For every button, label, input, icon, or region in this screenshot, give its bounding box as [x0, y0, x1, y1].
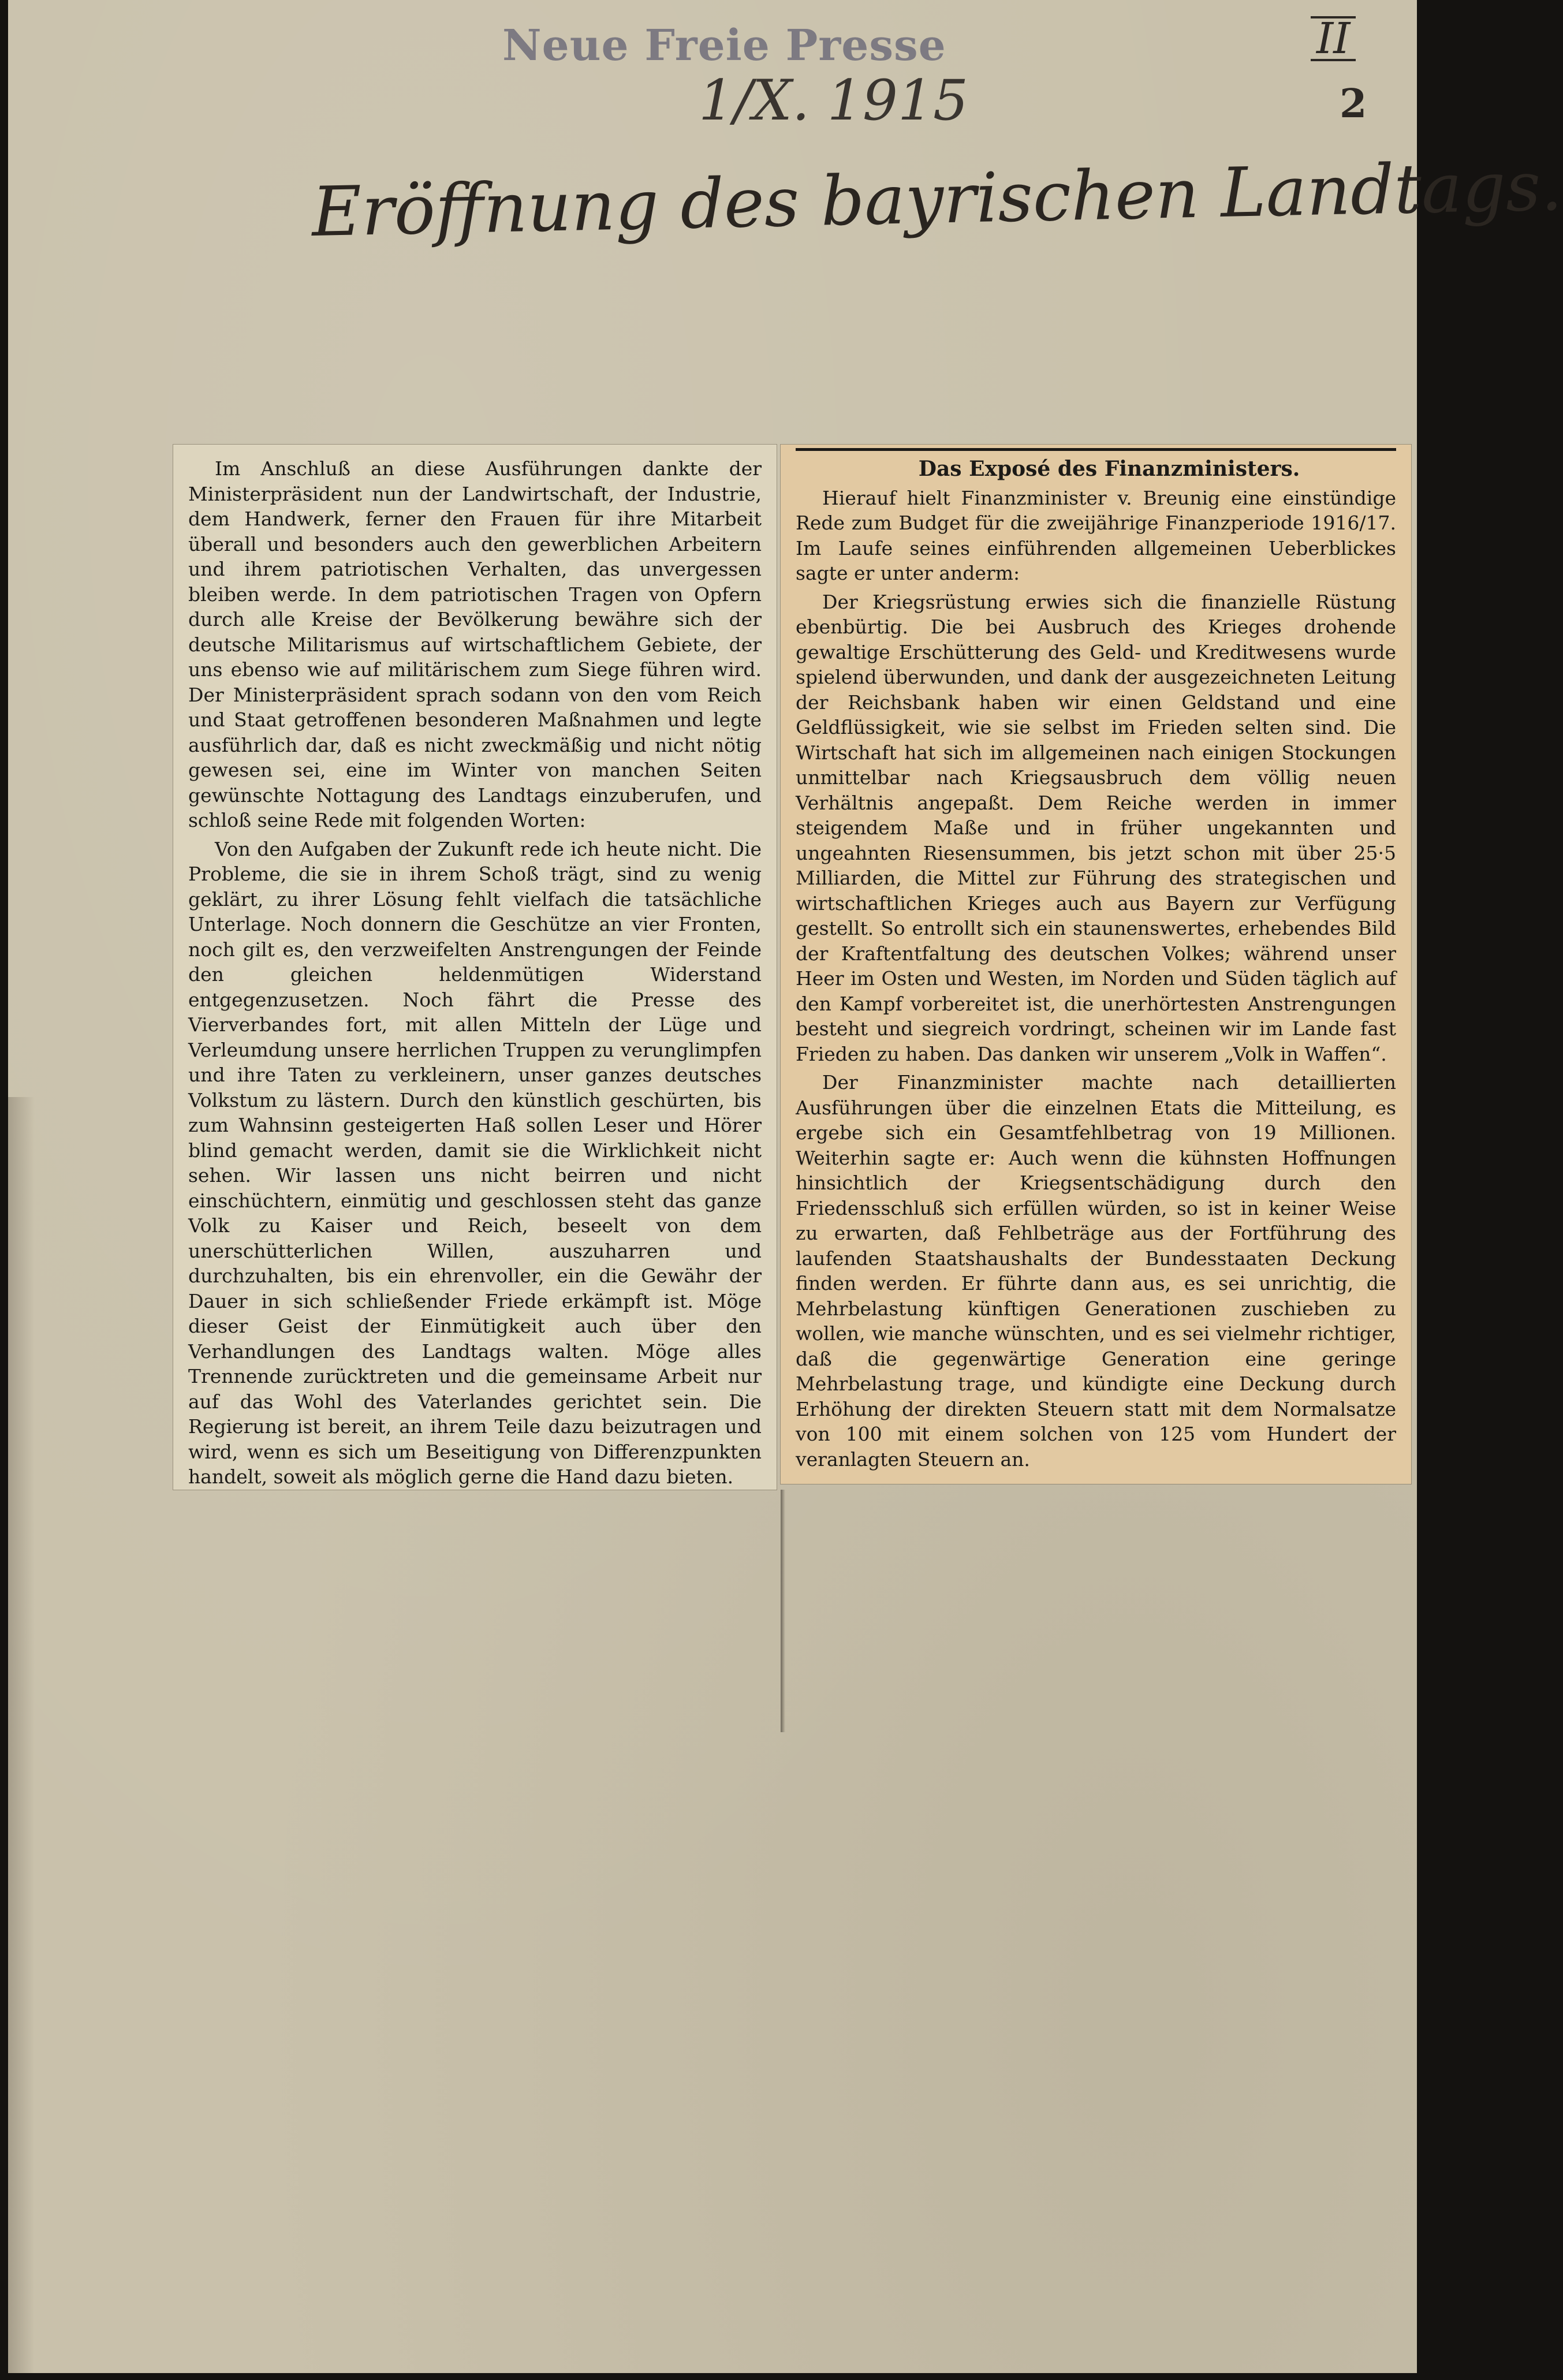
handwritten-title: Eröffnung des bayrischen Landtags. [311, 146, 1563, 252]
right-clipping [781, 445, 1411, 1484]
left-paragraph-1: Im Anschluß an diese Ausführungen dankte der Ministerpräsident nun der Landwirtschaft, der Industrie, dem Handwerk, ferner den Frauen für ihre Mitarbeit überall und besonders auch den gewerblichen Arbeitern und ihrem patriotischen Verhalten, das unvergessen bleiben werde. In dem patriotischen Tragen von Opfern durch alle Kreise der Bevölkerung bewähre sich der deutsche Militarismus auf wirtschaftlichem Gebiete, der uns ebenso wie auf militärischem zum Siege führen wird. Der Ministerpräsident sprach sodann von den vom Reich und Staat getroffenen besonderen Maßnahmen und legte ausführlich dar, daß es nicht zweckmäßig und nicht nötig gewesen sei, eine im Winter von manchen Seiten gewünschte Nottagung des Landtags einzuberufen, und schloß seine Rede mit folgenden Worten: [188, 457, 762, 831]
handwritten-date: 1/X. 1915 [699, 68, 969, 133]
clipping-edge-shadow [781, 1490, 785, 1732]
right-paragraph-1: Hierauf hielt Finanzminister v. Breunig eine einstündige Rede zum Budget für die zweijährige Finanzperiode 1916/17. Im Laufe seines einführenden allgemeinen Ueberblickes sagte er unter anderm: [796, 486, 1396, 584]
right-paragraph-3: Der Finanzminister machte nach detaillierten Ausführungen über die einzelnen Etats die Mitteilung, es ergebe sich ein Gesamtfehlbetrag von 19 Millionen. Weiterhin sagte er: Auch wenn die kühnsten Hoffnungen hinsichtlich der Kriegsentschädigung durch den Friedensschluß sich erfüllen würden, so ist in keiner Weise zu erwarten, daß Fehlbeträge aus der Fortführung des laufenden Staatshaushalts der Bundesstaaten Deckung finden werden. Er führte dann aus, es sei unrichtig, die Mehrbelastung künftigen Generationen zuschieben zu wollen, wie manche wünschten, und es sei vielmehr richtiger, daß die gegenwärtige Generation eine geringe Mehrbelastung trage, und kündigte eine Deckung durch Erhöhung der direkten Steuern statt mit dem Normalsatze von 100 mit einem solchen von 125 vom Hundert der veranlagten Steuern an. [796, 1071, 1396, 1471]
left-clipping [173, 445, 777, 1490]
roman-numeral-marker: II [1311, 16, 1356, 61]
right-paragraph-2: Der Kriegsrüstung erwies sich die finanzielle Rüstung ebenbürtig. Die bei Ausbruch des Krieges drohende gewaltige Erschütterung des Geld- und Kreditwesens wurde spielend überwunden, und dank der ausgezeichneten Leitung der Reichsbank haben wir einen Geldstand und eine Geldflüssigkeit, wie sie selbst im Frieden selten sind. Die Wirtschaft hat sich im allgemeinen nach einigen Stockungen unmittelbar nach Kriegsausbruch dem völlig neuen Verhältnis angepaßt. Dem Reiche werden in immer steigendem Maße und in früher ungekannten und ungeahnten Riesensummen, bis jetzt schon mit über 25·5 Milliarden, die Mittel zur Führung des strategischen und wirtschaftlichen Krieges auch aus Bayern zur Verfügung gestellt. So entrollt sich ein staunenswertes, erhebendes Bild der Kraftentfaltung des deutschen Volkes; während unser Heer im Osten und Westen, im Norden und Süden täglich auf den Kampf vorbereitet ist, die unerhörtesten Anstrengungen besteht und siegreich vordringt, scheinen wir im Lande fast Frieden zu haben. Das danken wir unserem „Volk in Waffen“. [796, 590, 1396, 1065]
clipping-top-rule [796, 448, 1396, 451]
left-paragraph-2: Von den Aufgaben der Zukunft rede ich heute nicht. Die Probleme, die sie in ihrem Schoß trägt, sind zu wenig geklärt, zu ihrer Lösung fehlt vielfach die tatsächliche Unterlage. Noch donnern die Geschütze an vier Fronten, noch gilt es, den verzweifelten Anstrengungen der Feinde den gleichen heldenmütigen Widerstand entgegenzusetzen. Noch fährt die Presse des Vierverbandes fort, mit allen Mitteln der Lüge und Verleumdung unsere herrlichen Truppen zu verunglimpfen und ihre Taten zu verkleinern, unser ganzes deutsches Volkstum zu lästern. Durch den künstlich geschürten, bis zum Wahnsinn gesteigerten Haß sollen Leser und Hörer blind gemacht werden, damit sie die Wirklichkeit nicht sehen. Wir lassen uns nicht beirren und nicht einschüchtern, einmütig und geschlossen steht das ganze Volk zu Kaiser und Reich, beseelt von dem unerschütterlichen Willen, auszuharren und durchzuhalten, bis ein ehrenvoller, ein die Gewähr der Dauer in sich schließender Friede erkämpft ist. Möge dieser Geist der Einmütigkeit auch über den Verhandlungen des Landtags walten. Möge alles Trennende zurücktreten und die gemeinsame Arbeit nur auf das Wohl des Vaterlandes gerichtet sein. Die Regierung ist bereit, an ihrem Teile dazu beizutragen und wird, wenn es sich um Beseitigung von Differenzpunkten handelt, soweit als möglich gerne die Hand dazu bieten. [188, 837, 762, 1488]
page-number: 2 [1340, 81, 1367, 127]
page-fold-shadow [8, 1097, 35, 2373]
newspaper-stamp: Neue Freie Presse [502, 21, 946, 70]
section-heading: Das Exposé des Finanzministers. [918, 457, 1300, 481]
